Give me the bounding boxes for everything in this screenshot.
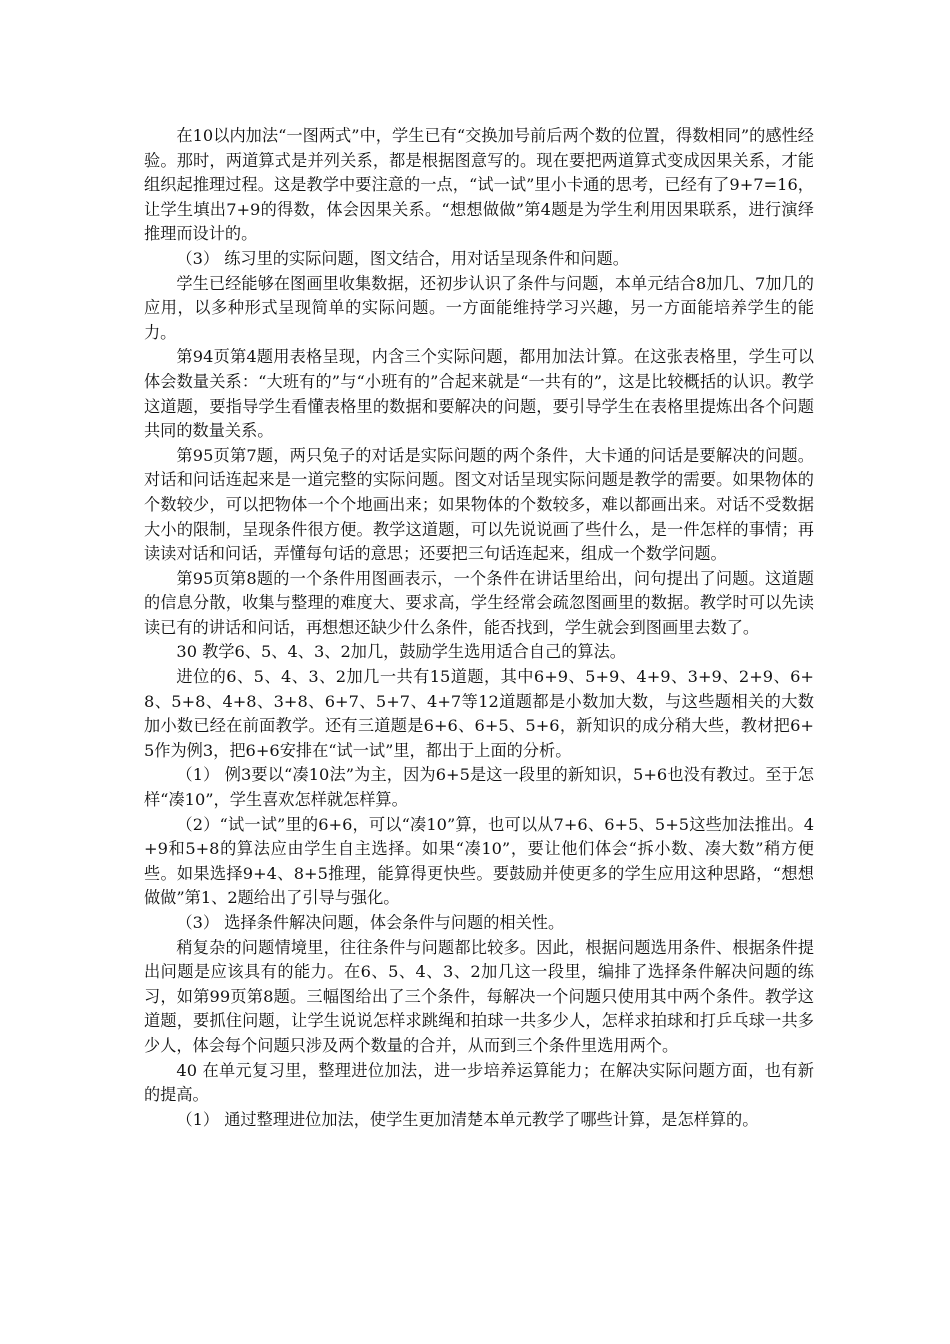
heading-section-30: 30 教学6、5、4、3、2加几，鼓励学生选用适合自己的算法。: [176, 642, 626, 662]
paragraph-page94-q4: 第94页第4题用表格呈现，内含三个实际问题，都用加法计算。在这张表格里，学生可以体会数量关系：“大班有的”与“小班有的”合起来就是“一共有的”，这是比较概括的认识。教学这道题，要指导学生看懂表格里的数据和要解决的问题，要引导学生在表格里提炼出各个问题共同的数量关系。: [144, 347, 814, 441]
document-body: [144, 124, 814, 1132]
paragraph-page95-q7: 第95页第7题，两只兔子的对话是实际问题的两个条件，大卡通的问话是要解决的问题。对话和问话连起来是一道完整的实际问题。图文对话呈现实际问题是教学的需要。如果物体的个数较少，可以把物体一个个地画出来；如果物体的个数较多，难以都画出来。对话不受数据大小的限制，呈现条件很方便。教学这道题，可以先说说画了些什么，是一件怎样的事情；再读读对话和问话，弄懂每句话的意思；还要把三句话连起来，组成一个数学问题。: [144, 445, 814, 564]
heading-select-conditions: （3） 选择条件解决问题，体会条件与问题的相关性。: [176, 913, 565, 932]
paragraph-complex-problems: 稍复杂的问题情境里，往往条件与问题都比较多。因此，根据问题选用条件、根据条件提出问题是应该具有的能力。在6、5、4、3、2加几这一段里，编排了选择条件解决问题的练习，如第99页第8题。三幅图给出了三个条件，每解决一个问题只使用其中两个条件。教学这道题，要抓住问题，让学生说说怎样求跳绳和拍球一共多少人，怎样求拍球和打乒乓球一共多少人，体会每个问题只涉及两个数量的合并，从而到三个条件里选用两个。: [144, 937, 814, 1055]
paragraph-page95-q8: 第95页第8题的一个条件用图画表示，一个条件在讲话里给出，问句提出了问题。这道题的信息分散，收集与整理的难度大、要求高，学生经常会疏忽图画里的数据。教学时可以先读读已有的讲话和问话，再想想还缺少什么条件，能否找到，学生就会到图画里去数了。: [144, 568, 814, 637]
heading-practice-problems: （3） 练习里的实际问题，图文结合，用对话呈现条件和问题。: [176, 248, 629, 268]
paragraph-carry-addition: 进位的6、5、4、3、2加几一共有15道题，其中6+9、5+9、4+9、3+9、2+9、6+8、5+8、4+8、3+8、6+7、5+7、4+7等12道题都是小数加大数，与这些题相关的大数加小数已经在前面教学。还有三道题是6+6、6+5、5+6，新知识的成分稍大些，教材把6+5作为例3，把6+6安排在“试一试”里，都出于上面的分析。: [144, 667, 814, 760]
paragraph-commutative-addition: 在10以内加法“一图两式”中，学生已有“交换加号前后两个数的位置，得数相同”的感性经验。那时，两道算式是并列关系，都是根据图意写的。现在要把两道算式变成因果关系，才能组织起推理过程。这是教学中要注意的一点，“试一试”里小卡通的思考，已经有了9+7=16，让学生填出7+9的得数，体会因果关系。“想想做做”第4题是为学生利用因果联系，进行演绎推理而设计的。: [144, 126, 814, 244]
paragraph-example-3: （1） 例3要以“凑10法”为主，因为6+5是这一段里的新知识，5+6也没有教过。至于怎样“凑10”，学生喜欢怎样就怎样算。: [144, 765, 814, 810]
paragraph-collecting-data: 学生已经能够在图画里收集数据，还初步认识了条件与问题，本单元结合8加几、7加几的应用，以多种形式呈现简单的实际问题。一方面能维持学习兴趣，另一方面能培养学生的能力。: [144, 273, 814, 342]
paragraph-review: （1） 通过整理进位加法，使学生更加清楚本单元教学了哪些计算，是怎样算的。: [176, 1109, 759, 1129]
paragraph-try-it: （2）“试一试”里的6+6，可以“凑10”算，也可以从7+6、6+5、5+5这些加法推出。4+9和5+8的算法应由学生自主选择。如果“凑10”，要让他们体会“拆小数、凑大数”稍方便些。如果选择9+4、8+5推理，能算得更快些。要鼓励并使更多的学生应用这种思路，“想想做做”第1、2题给出了引导与强化。: [144, 814, 814, 908]
heading-section-40: 40 在单元复习里，整理进位加法，进一步培养运算能力；在解决实际问题方面，也有新的提高。: [144, 1060, 814, 1105]
